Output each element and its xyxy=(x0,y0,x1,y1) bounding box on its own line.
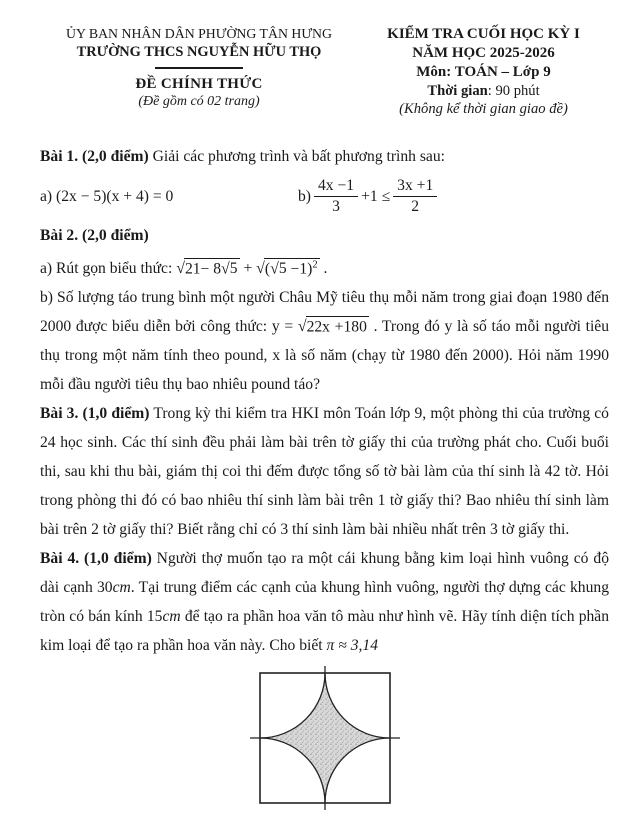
header-right-block xyxy=(358,26,609,118)
exam-body xyxy=(40,142,609,824)
radical-expression-1 xyxy=(176,260,239,277)
school-year: NĂM HỌC 2025-2026 xyxy=(412,45,555,61)
nested-radicand-1: 5 xyxy=(229,260,238,278)
subject-grade: Môn: TOÁN – Lớp 9 xyxy=(416,64,551,80)
fraction-1 xyxy=(314,177,358,215)
exam-header xyxy=(40,26,609,118)
problem3-heading: Bài 3. (1,0 điểm) xyxy=(40,405,150,423)
part-b-text-1: b) Số lượng táo trung bình một người Châu Mỹ tiêu thụ mỗi năm trong giai đoạn 1980 đến 2000 được biểu diễn bởi công thức: xyxy=(40,289,609,336)
problem2-part-b-paragraph xyxy=(40,283,609,399)
problem4-paragraph xyxy=(40,544,609,660)
problem4-text-2: . Tại trung điểm các cạnh của khung hình vuông, người thợ dựng các khung tròn có bán kính 15 xyxy=(40,579,609,626)
duration-line xyxy=(358,83,609,100)
fraction-2 xyxy=(393,177,437,215)
part-a-equation: (2x − 5)(x + 4) = 0 xyxy=(56,187,174,205)
part-b-label: b) xyxy=(298,187,311,205)
school-name: TRƯỜNG THCS NGUYỄN HỮU THỌ xyxy=(76,44,322,60)
unit-cm: cm xyxy=(162,608,181,626)
nested-radical-1 xyxy=(221,258,238,277)
header-left-block xyxy=(40,26,358,118)
organization-name: ỦY BAN NHÂN DÂN PHƯỜNG TÂN HƯNG xyxy=(66,26,332,41)
problem2-heading: Bài 2. (2,0 điểm) xyxy=(40,227,149,244)
exam-type-label: ĐỀ CHÍNH THỨC xyxy=(135,76,263,92)
part-b-text-2: . Trong đó y là số táo mỗi người tiêu thụ trong một năm tính theo pound, x là số năm (chạy từ 1980 đến 2000). Hỏi năm 1990 mỗi đầu người tiêu thụ bao nhiêu pound táo? xyxy=(40,318,610,394)
pages-note: (Đề gồm có 02 trang) xyxy=(138,94,260,109)
nested-radicand-2: 5 xyxy=(278,260,287,278)
problem4-figure-container xyxy=(40,664,609,824)
power-exponent: 2 xyxy=(312,259,318,270)
problem1-intro: Giải các phương trình và bất phương trình sau: xyxy=(148,148,445,165)
fraction-2-denominator: 2 xyxy=(411,197,420,215)
radicand-1-text: 21− 8 xyxy=(184,260,222,278)
problem4-heading: Bài 4. (1,0 điểm) xyxy=(40,550,152,568)
duration-label: Thời gian xyxy=(427,83,488,99)
radical-sign: √ xyxy=(176,260,185,278)
problem3-text: Trong kỳ thi kiểm tra HKI môn Toán lớp 9, một phòng thi của trường có 24 học sinh. Các thí sinh đều phải làm bài trên tờ giấy thi của trường phát cho. Cuối buổi thi, sau khi thu bài, giám thị coi thi đếm được tổng số tờ bài làm của thí sinh là 42 tờ. Hỏi trong phòng thi đó có bao nhiêu thí sinh làm bài trên 1 tờ giấy thi? Bao nhiêu thí sinh làm bài trên 2 tờ giấy thi? Biết rằng chỉ có 3 thí sinh làm bài nhiều nhất trên 3 tờ giấy thi. xyxy=(40,405,609,539)
radicand-2-open: ( xyxy=(264,260,271,278)
radicand-1 xyxy=(184,258,240,278)
exam-title: KIỂM TRA CUỐI HỌC KỲ I xyxy=(387,26,580,42)
problem3-paragraph xyxy=(40,399,609,544)
pi-approximation: π ≈ 3,14 xyxy=(326,637,378,655)
radical-sign: √ xyxy=(270,260,279,278)
sentence-period: . xyxy=(319,260,328,278)
radicand-2 xyxy=(264,258,320,278)
header-divider-line xyxy=(155,67,243,69)
fraction-2-numerator: 3x +1 xyxy=(393,177,437,196)
radical-expression-2 xyxy=(256,260,319,277)
inequality-middle: +1 ≤ xyxy=(361,187,391,205)
part-a-label: a) xyxy=(40,187,57,205)
plus-sign: + xyxy=(239,260,257,278)
nested-radical-2 xyxy=(270,258,287,277)
fraction-1-denominator: 3 xyxy=(332,197,340,215)
problem1-heading-line xyxy=(40,142,609,171)
problem4-text-3: để tạo ra phần hoa văn tô màu như hình vẽ. Hãy tính diện tích phần kim loại để tạo ra phần hoa văn này. Cho biết xyxy=(40,608,610,655)
radical-sign: √ xyxy=(256,260,265,278)
formula-radicand: 22x +180 xyxy=(306,316,369,336)
fraction-1-numerator: 4x −1 xyxy=(314,177,358,196)
square-star-figure xyxy=(248,664,402,814)
duration-note: (Không kể thời gian giao đề) xyxy=(399,101,568,117)
radicand-2-close: −1) xyxy=(286,260,313,278)
duration-value: : 90 phút xyxy=(487,83,540,99)
problem1-equations-row xyxy=(40,171,609,221)
unit-cm: cm xyxy=(112,579,131,597)
problem1-heading: Bài 1. (2,0 điểm) xyxy=(40,148,149,165)
problem2-heading-line xyxy=(40,221,609,250)
problem2-part-a-line xyxy=(40,250,609,283)
part-a-prompt: a) Rút gọn biểu thức: xyxy=(40,260,177,278)
radical-sign: √ xyxy=(221,260,230,278)
formula-lhs: y = xyxy=(271,318,298,336)
radical-sign: √ xyxy=(297,318,307,336)
formula-y-equals xyxy=(272,318,369,335)
problem4-text-1: Người thợ muốn tạo ra một cái khung bằng kim loại hình vuông có độ dài cạnh 30 xyxy=(40,550,609,597)
problem1-part-b xyxy=(298,177,440,215)
problem1-part-a xyxy=(40,182,298,211)
